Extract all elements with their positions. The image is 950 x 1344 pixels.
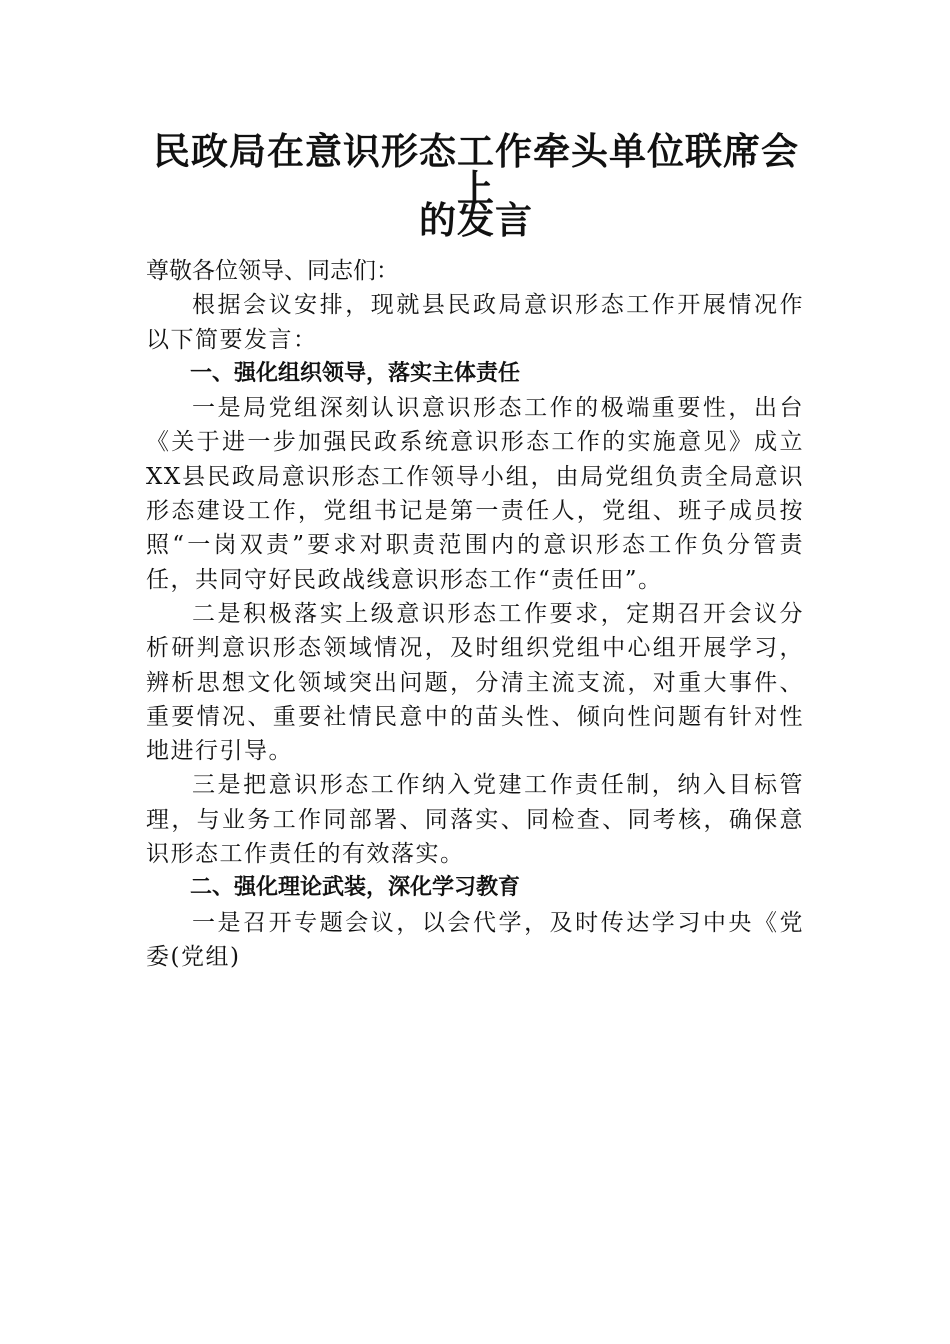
section-1-heading: 一、强化组织领导，落实主体责任	[190, 360, 521, 386]
document-body	[146, 254, 804, 974]
section-1-paragraph-3: 三是把意识形态工作纳入党建工作责任制，纳入目标管理，与业务工作同部署、同落实、同检查、同考核，确保意识形态工作责任的有效落实。	[146, 772, 804, 868]
intro-paragraph: 根据会议安排，现就县民政局意识形态工作开展情况作以下简要发言：	[146, 292, 804, 353]
document-title-line-1: 民政局在意识形态工作牵头单位联席会上	[153, 129, 799, 210]
section-1-paragraph-2: 二是积极落实上级意识形态工作要求，定期召开会议分析研判意识形态领域情况，及时组织党组中心组开展学习，辨析思想文化领域突出问题，分清主流支流，对重大事件、重要情况、重要社情民意中的苗头性、倾向性问题有针对性地进行引导。	[146, 600, 804, 765]
section-2-paragraph-1: 一是召开专题会议，以会代学，及时传达学习中央《党委(党组)	[146, 909, 804, 970]
section-2-heading: 二、强化理论武装，深化学习教育	[190, 875, 521, 901]
document-title-line-2: 的发言	[419, 198, 533, 242]
greeting: 尊敬各位领导、同志们：	[146, 258, 399, 284]
section-1-paragraph-1: 一是局党组深刻认识意识形态工作的极端重要性，出台《关于进一步加强民政系统意识形态工作的实施意见》成立XX县民政局意识形态工作领导小组，由局党组负责全局意识形态建设工作，党组书记是第一责任人，党组、班子成员按照“一岗双责”要求对职责范围内的意识形态工作负分管责任，共同守好民政战线意识形态工作“责任田”。	[146, 395, 804, 593]
